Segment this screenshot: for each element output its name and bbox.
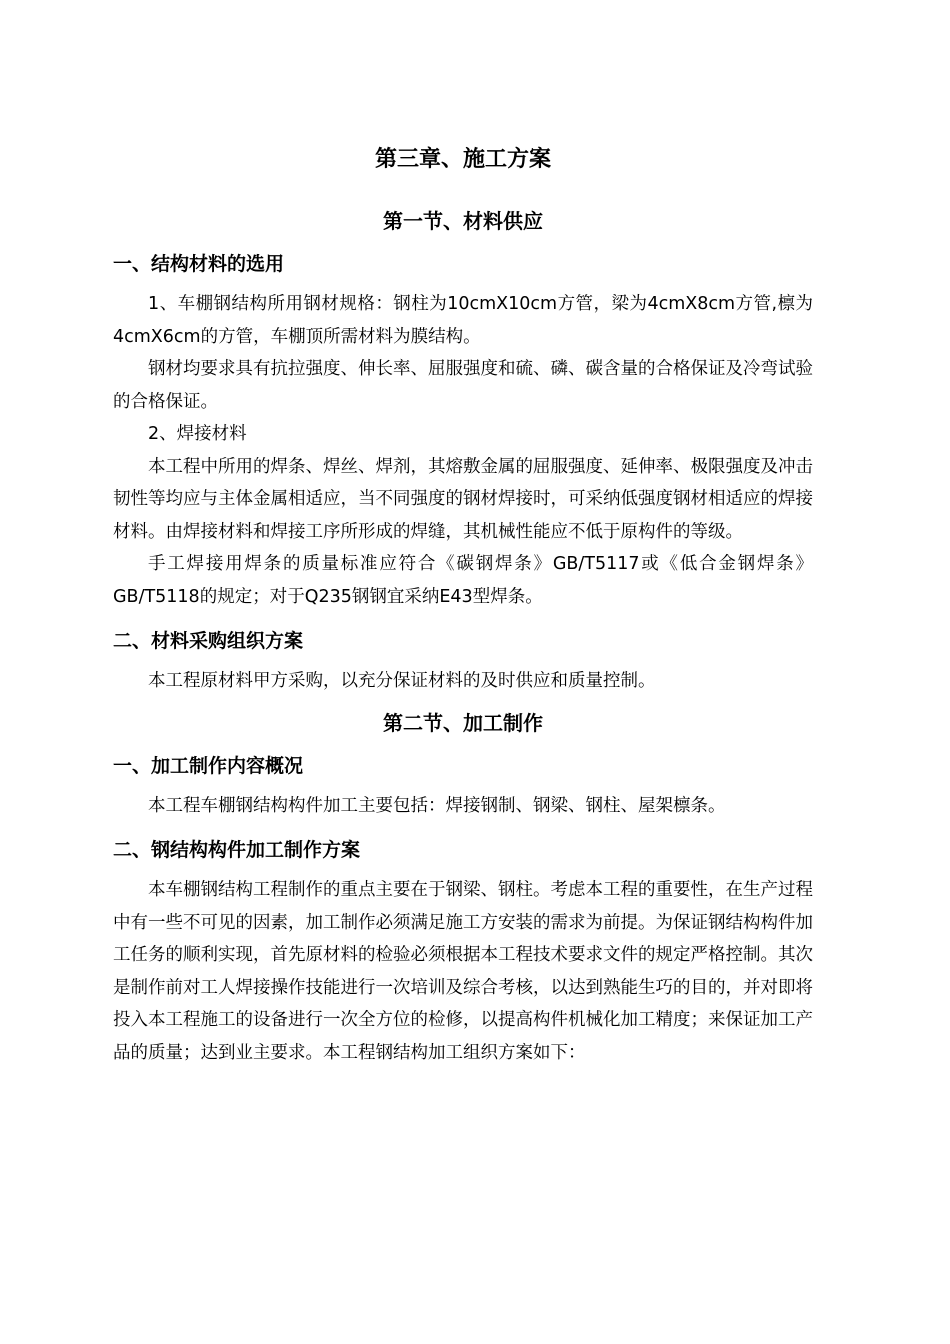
paragraph-procurement: 本工程原材料甲方采购，以充分保证材料的及时供应和质量控制。	[148, 671, 656, 691]
section-title-fabrication: 第二节、加工制作	[383, 710, 543, 735]
paragraph-steel-requirements: 钢材均要求具有抗拉强度、伸长率、屈服强度和硫、磷、碳含量的合格保证及冷弯试验的合格保证。	[113, 359, 813, 412]
heading-fabrication-plan: 二、钢结构构件加工制作方案	[113, 839, 361, 861]
paragraph-welding-materials-label: 2、焊接材料	[148, 424, 247, 444]
heading-fabrication-overview: 一、加工制作内容概况	[113, 754, 304, 777]
section-title-materials-supply: 第一节、材料供应	[383, 209, 543, 233]
heading-procurement-plan: 二、材料采购组织方案	[113, 630, 304, 652]
document-body	[113, 140, 813, 1069]
paragraph-steel-spec: 1、车棚钢结构所用钢材规格：钢柱为10cmX10cm方管，梁为4cmX8cm方管,檩为4cmX6cm的方管，车棚顶所需材料为膜结构。	[113, 294, 813, 347]
heading-structural-materials: 一、结构材料的选用	[113, 253, 285, 275]
paragraph-welding-rod-standard: 手工焊接用焊条的质量标准应符合《碳钢焊条》GB/T5117或《低合金钢焊条》GB/T5118的规定；对于Q235钢钢宜采纳E43型焊条。	[113, 554, 813, 607]
paragraph-fabrication-overview: 本工程车棚钢结构构件加工主要包括：焊接钢制、钢梁、钢柱、屋架檩条。	[148, 795, 726, 816]
paragraph-fabrication-plan: 本车棚钢结构工程制作的重点主要在于钢梁、钢柱。考虑本工程的重要性，在生产过程中有一些不可见的因素，加工制作必须满足施工方安装的需求为前提。为保证钢结构构件加工任务的顺利实现，首先原材料的检验必须根据本工程技术要求文件的规定严格控制。其次是制作前对工人焊接操作技能进行一次培训及综合考核，以达到熟能生巧的目的，并对即将投入本工程施工的设备进行一次全方位的检修，以提高构件机械化加工精度；来保证加工产品的质量；达到业主要求。本工程钢结构加工组织方案如下：	[113, 880, 813, 1063]
chapter-title: 第三章、施工方案	[374, 147, 551, 172]
paragraph-welding-materials: 本工程中所用的焊条、焊丝、焊剂，其熔敷金属的屈服强度、延伸率、极限强度及冲击韧性等均应与主体金属相适应，当不同强度的钢材焊接时，可采纳低强度钢材相适应的焊接材料。由焊接材料和焊接工序所形成的焊缝，其机械性能应不低于原构件的等级。	[113, 456, 813, 542]
